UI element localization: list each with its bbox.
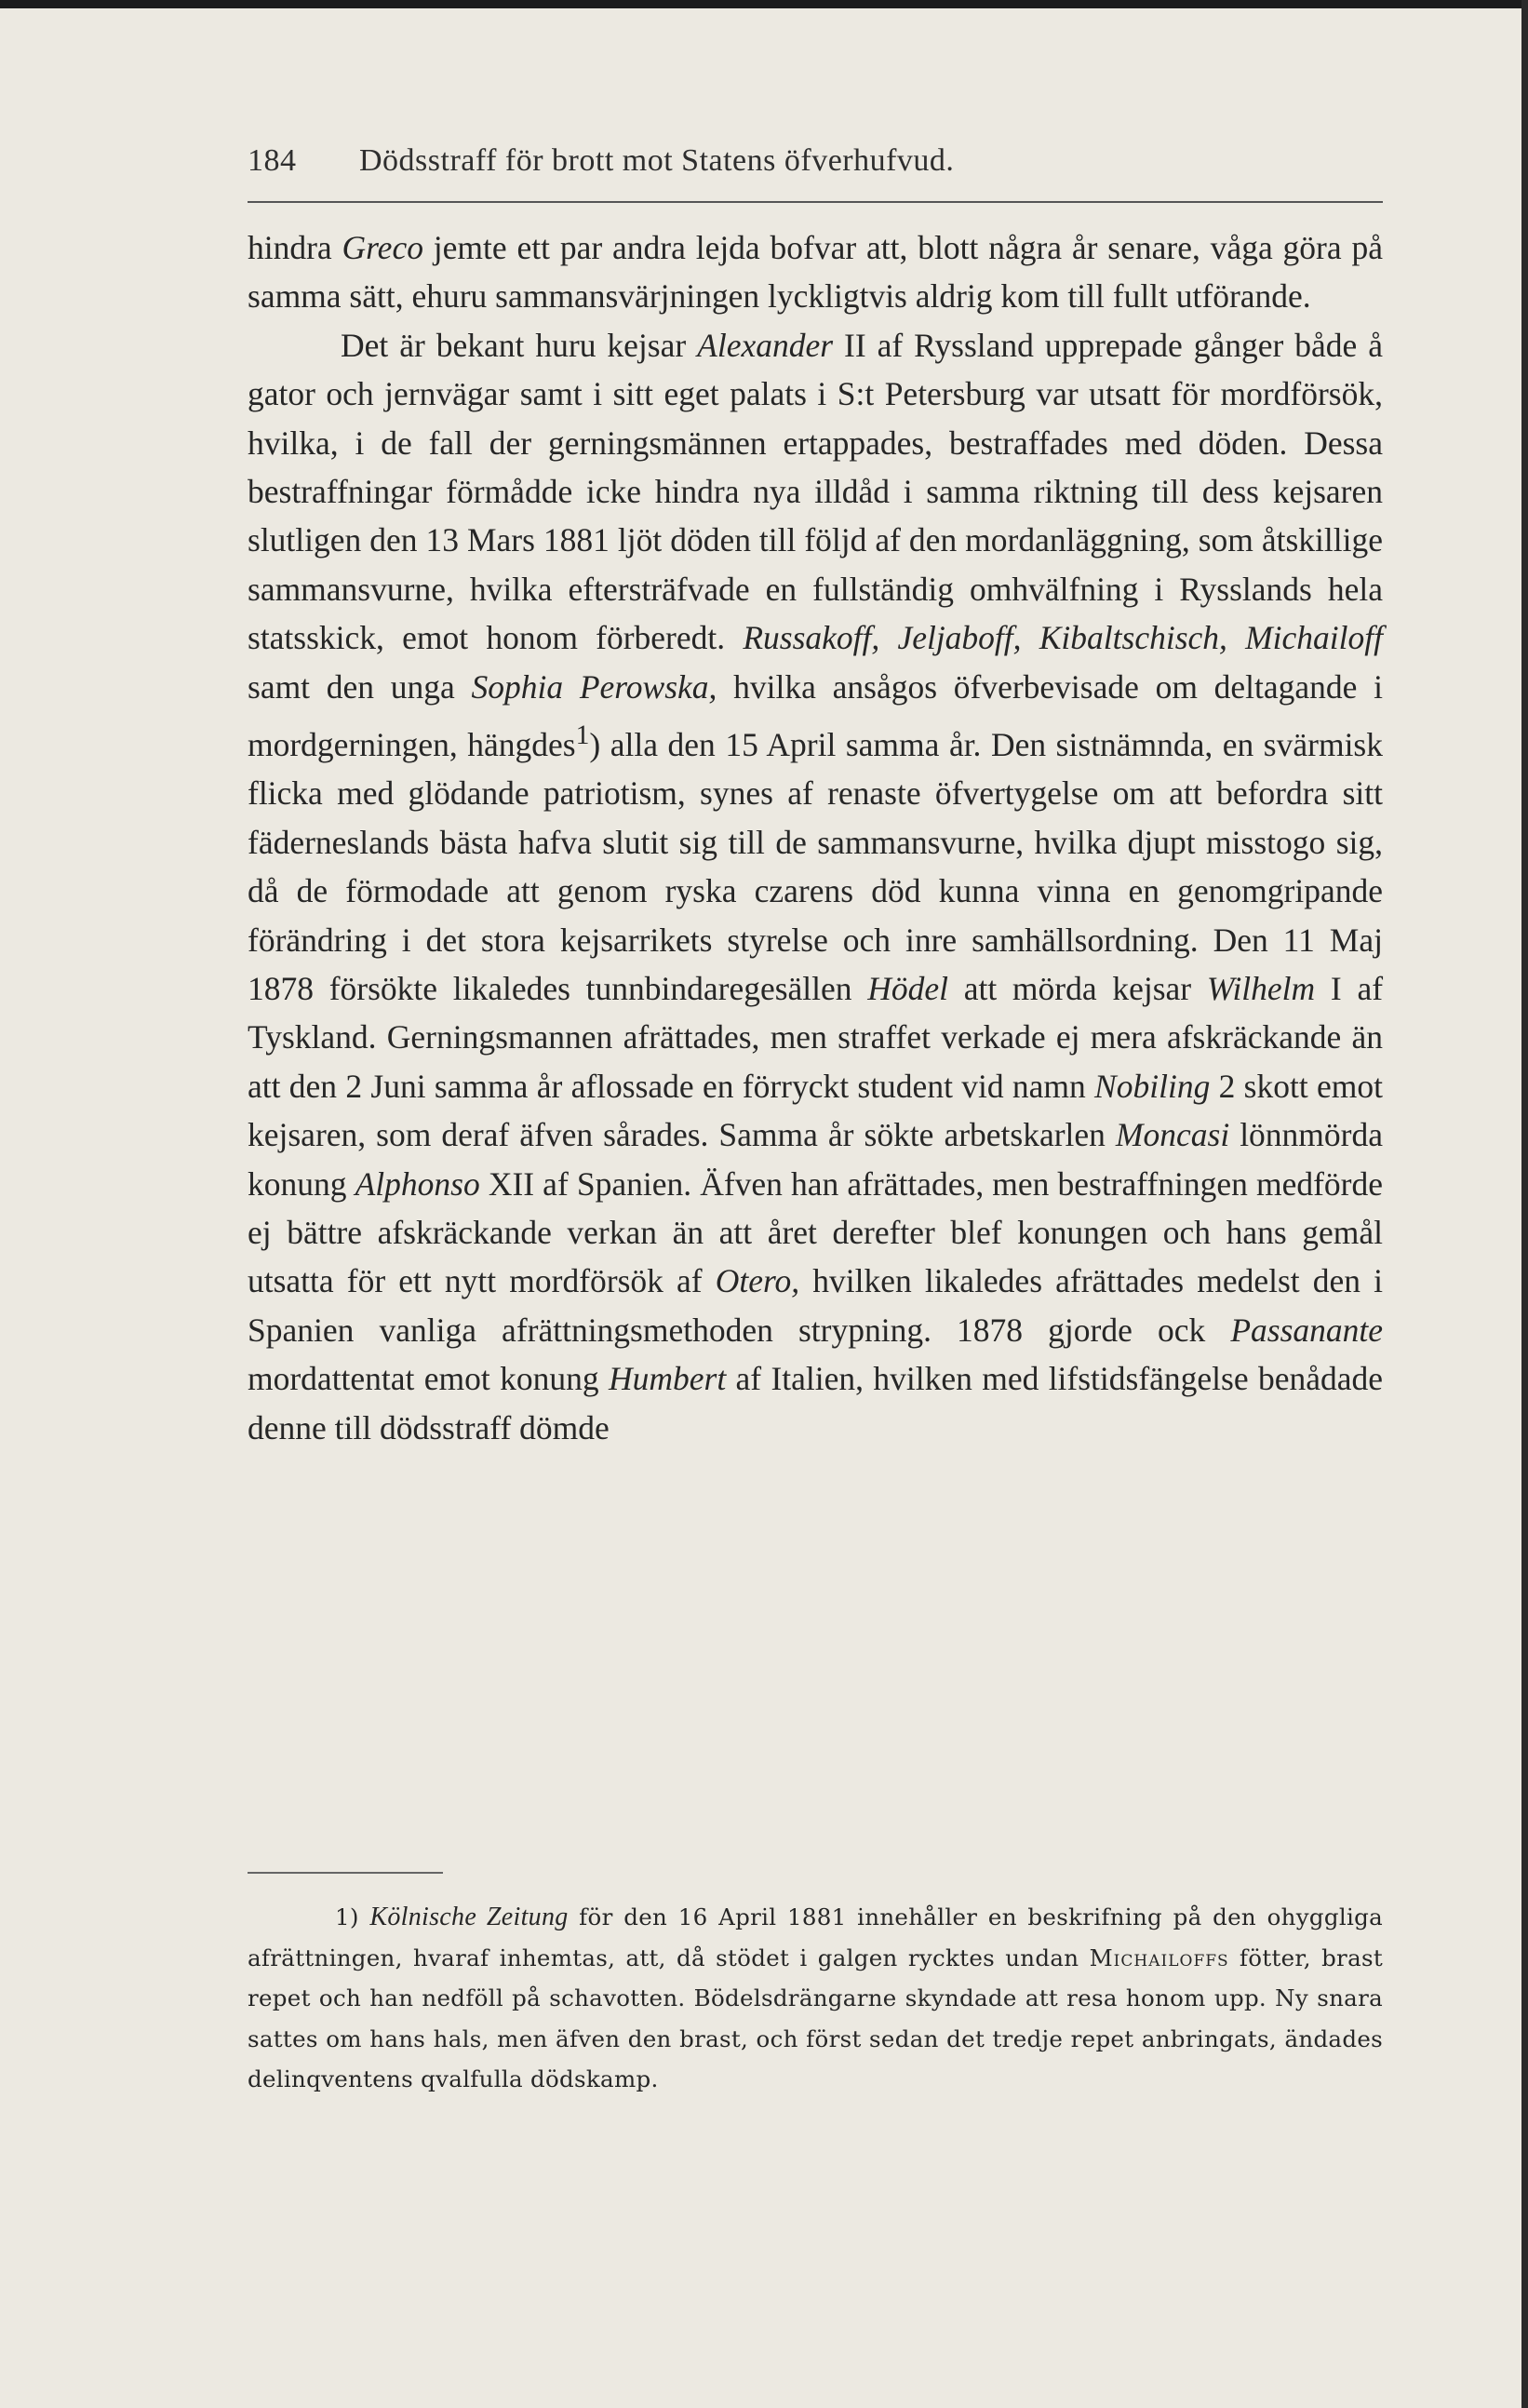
name-hodel: Hödel bbox=[867, 969, 949, 1007]
text-run: lönnmörda konung bbox=[248, 1116, 1383, 1203]
text-run: 2 skott emot kejsaren, som deraf äfven sårades. Samma år sökte arbetskarlen bbox=[248, 1067, 1383, 1154]
paragraph-2 bbox=[248, 321, 1383, 1452]
name-wilhelm: Wilhelm bbox=[1206, 969, 1316, 1007]
text-run: XII af Spanien. Äfven han afrättades, men bestraffningen medförde ej bättre afskräckande verkan än att året derefter blef konungen och hans gemål utsatta för ett nytt mordförsök af bbox=[248, 1164, 1383, 1300]
name-nobiling: Nobiling bbox=[1094, 1067, 1211, 1105]
name-greco: Greco bbox=[342, 229, 423, 266]
name-alphonso: Alphonso bbox=[355, 1164, 480, 1203]
name-alexander: Alexander bbox=[697, 326, 834, 364]
text-run: hvilken likaledes afrättades medelst den i Spanien vanliga afrättningsmethoden strypning. 1878 gjorde ock bbox=[248, 1262, 1383, 1349]
name-humbert: Humbert bbox=[608, 1360, 727, 1398]
text-run: samt den unga bbox=[248, 667, 472, 706]
text-run: Det är bekant huru kejsar bbox=[341, 326, 698, 364]
text-run: för den 16 April 1881 innehåller en beskrifning på den ohyggliga afrättningen, hvaraf inhemtas, att, då stödet i galgen rycktes undan bbox=[248, 1904, 1384, 1971]
names-conspirators: Russakoff, Jeljaboff, Kibaltschisch, Michailoff bbox=[743, 619, 1383, 657]
text-run: att mörda kejsar bbox=[948, 969, 1207, 1007]
text-run: ) alla den 15 April samma år. Den sistnämnda, en svärmisk flicka med glödande patriotism, synes af renaste öfvertygelse om att befordra sitt fäderneslands bästa hafva slutit sig till de sammansvurne, hvilka djupt misstogo sig, då de förmodade att genom ryska czarens död kunna vinna en genomgripande förändring i det stora kejsarrikets styrelse och inre samhällsordning. Den 11 Maj 1878 försökte likaledes tunnbindaregesällen bbox=[248, 725, 1383, 1007]
text-run: jemte ett par andra lejda bofvar att, blott några år senare, våga göra på samma sätt, ehuru sammansvärjningen lyckligtvis aldrig kom till fullt utförande. bbox=[248, 229, 1383, 316]
scan-right-edge bbox=[1521, 0, 1528, 2408]
name-moncasi: Moncasi bbox=[1115, 1116, 1230, 1154]
header-rule bbox=[248, 201, 1383, 203]
paragraph-1 bbox=[248, 223, 1383, 321]
text-run: hvilka ansågos öfverbevisade om deltagande i mordgerningen, hängdes bbox=[248, 667, 1384, 763]
name-otero: Otero, bbox=[715, 1262, 800, 1300]
text-run: I af Tyskland. Gerningsmannen afrättades, men straffet verkade ej mera afskräckande än att den 2 Juni samma år aflossade en förryckt student vid namn bbox=[248, 969, 1384, 1105]
text-run: af Italien, hvilken med lifstidsfängelse benådade denne till dödsstraff dömde bbox=[248, 1360, 1384, 1446]
footnote bbox=[248, 1897, 1383, 2100]
text-run: mordattentat emot konung bbox=[248, 1360, 609, 1398]
body-text bbox=[248, 223, 1383, 1452]
name-michailoffs: Michailoffs bbox=[1089, 1944, 1229, 1971]
text-run: fötter, brast repet och han nedföll på schavotten. Bödelsdrängarne skyndade att resa honom upp. Ny snara sattes om hans hals, men äfven den brast, och först sedan det tredje repet anbringats, ändades delinqventens qvalfulla dödskamp. bbox=[248, 1944, 1383, 2093]
page-number: 184 bbox=[248, 143, 297, 178]
name-sophia-perowska: Sophia Perowska, bbox=[471, 667, 717, 706]
running-title: Dödsstraff för brott mot Statens öfverhufvud. bbox=[359, 143, 955, 178]
name-passanante: Passanante bbox=[1230, 1311, 1383, 1349]
text-run: II af Ryssland upprepade gånger både å gator och jernvägar samt i sitt eget palats i S:t Petersburg var utsatt för mordförsök, hvilka, i de fall der gerningsmännen ertappades, bestraffades med döden. Dessa bestraffningar förmådde icke hindra nya illdåd i samma riktning till dess kejsaren slutligen den 13 Mars 1881 ljöt döden till följd af den mordanläggning, som åtskillige sammansvurne, hvilka eftersträfvade en fullständig omhvälfning i Rysslands hela statsskick, emot honom förberedt. bbox=[248, 326, 1383, 657]
footnote-reference[interactable]: 1 bbox=[575, 720, 590, 751]
footnote-source: Kölnische Zeitung bbox=[369, 1903, 569, 1931]
text-run: hindra bbox=[248, 229, 342, 266]
running-head bbox=[248, 143, 1383, 179]
scan-top-edge bbox=[0, 0, 1528, 8]
footnote-rule bbox=[248, 1872, 443, 1874]
footnote-marker: 1) bbox=[335, 1904, 359, 1930]
